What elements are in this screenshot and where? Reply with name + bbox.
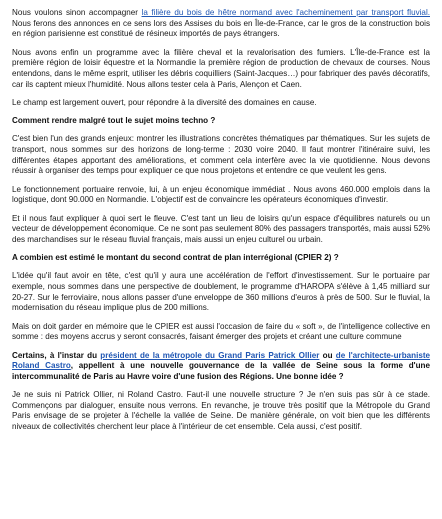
paragraph-6 <box>12 214 430 246</box>
text-segment: Nous avons enfin un programme avec la filière cheval et la revalorisation des fumiers. L'Île-de-France est la première région de loisir équestre et la Normandie la première région de production de chevaux de courses. Nous entendons, dans le même esprit, utiliser les débris coquilliers (Saint-Jacques…) pour fabriquer des pavés décoratifs, car ils captent mieux l'humidité. Nous allons tester cela à Paris, Alençon et Caen. <box>12 47 430 89</box>
link-roland-castro[interactable]: de l'architecte-urbaniste Roland Castro <box>12 350 431 371</box>
text-segment: Et il nous faut expliquer à quoi sert le fleuve. C'est tant un lieu de loisirs qu'un espace d'équilibres naturels ou un vecteur de développement économique. Ce ne sont pas seulement 80% des passagers transportés, mais aussi 52% des marchandises sur le réseau fluvial français, mais aussi un enjeu culturel ou urbain. <box>12 213 430 245</box>
question-text: Comment rendre malgré tout le sujet moins techno ? <box>12 116 216 126</box>
text-segment: Nous voulons sinon accompagner <box>12 8 142 17</box>
link-patrick-ollier[interactable]: président de la métropole du Grand Paris Patrick Ollier <box>100 350 320 360</box>
paragraph-1 <box>12 8 430 40</box>
text-segment: L'idée qu'il faut avoir en tête, c'est qu'il y aura une accélération de l'effort d'investissement. Sur le portuaire par exemple, nous sommes dans une perspective de doublement, le programme d'HAROPA s'élève à 1,45 milliard sur 20-27. Sur le ferroviaire, nous allons passer d'une enveloppe de 360 millions d'euros à près de 500. Sur le fluvial, la modernisation du réseau implique plus de 200 millions. <box>12 271 430 313</box>
text-segment: Mais on doit garder en mémoire que le CPIER est aussi l'occasion de faire du « soft », de l'intelligence collective en somme : des moyens accrus y seront consacrés, faisant émerger des projets et créant une culture commune <box>12 321 430 342</box>
question-text: A combien est estimé le montant du second contrat de plan interrégional (CPIER 2) ? <box>12 253 339 263</box>
text-segment: Je ne suis ni Patrick Ollier, ni Roland Castro. Faut-il une nouvelle structure ? Je n'en suis pas sûr à ce stade. Commençons par dialoguer, ensuite nous verrons. En revanche, je trouve très positif que la Métropole du Grand Paris envisage de se projeter à l'échelle la vallée de Seine. De manière générale, on voit bien que les différents niveaux de collectivités cherchent leur place à l'intérieur de cet ensemble. Cela aussi, c'est positif. <box>12 390 430 432</box>
text-segment: C'est bien l'un des grands enjeux: montrer les illustrations concrètes thématiques par thématiques. Sur les sujets de transport, nous sommes sur des horizons de long-terme : 2030 voire 2040. Il faut montrer l'itinéraire suivi, les différentes étapes apportant des améliorations, et comment cela interfère avec la vie quotidienne. Nous devons réussir à organiser des temps pour expliquer ce que nous projetons et entendre ce que veulent les gens. <box>12 134 430 176</box>
paragraph-4 <box>12 134 430 177</box>
text-segment: Le champ est largement ouvert, pour répondre à la diversité des domaines en cause. <box>12 98 317 108</box>
paragraph-9 <box>12 390 430 433</box>
question-text: ou <box>319 350 336 360</box>
link-hetre-normand[interactable]: la filière du bois de hêtre normand avec l'acheminement par transport fluvial. <box>141 8 430 17</box>
question-heading-1 <box>12 116 430 127</box>
paragraph-5 <box>12 185 430 206</box>
question-heading-3 <box>12 351 430 383</box>
paragraph-2 <box>12 48 430 91</box>
text-segment: Nous ferons des annonces en ce sens lors des Assises du bois en Île-de-France, car le gros de la construction bois en région parisienne est constitué de résineux importés de pays étrangers. <box>12 18 430 39</box>
text-segment: Le fonctionnement portuaire renvoie, lui, à un enjeu économique immédiat . Nous avons 460.000 emplois dans la logistique, dont 90.000 en Normandie. L'objectif est de convaincre les opérateurs économiques d'investir. <box>12 184 430 205</box>
question-text: , appellent à une nouvelle gouvernance de la vallée de Seine sous la forme d'une intercommunalité de Paris au Havre voire d'une fusion des Régions. Une bonne idée ? <box>12 361 430 382</box>
paragraph-3 <box>12 98 430 109</box>
paragraph-8 <box>12 322 430 343</box>
question-text: Certains, à l'instar du <box>12 350 101 360</box>
paragraph-7 <box>12 271 430 314</box>
question-heading-2 <box>12 253 430 264</box>
